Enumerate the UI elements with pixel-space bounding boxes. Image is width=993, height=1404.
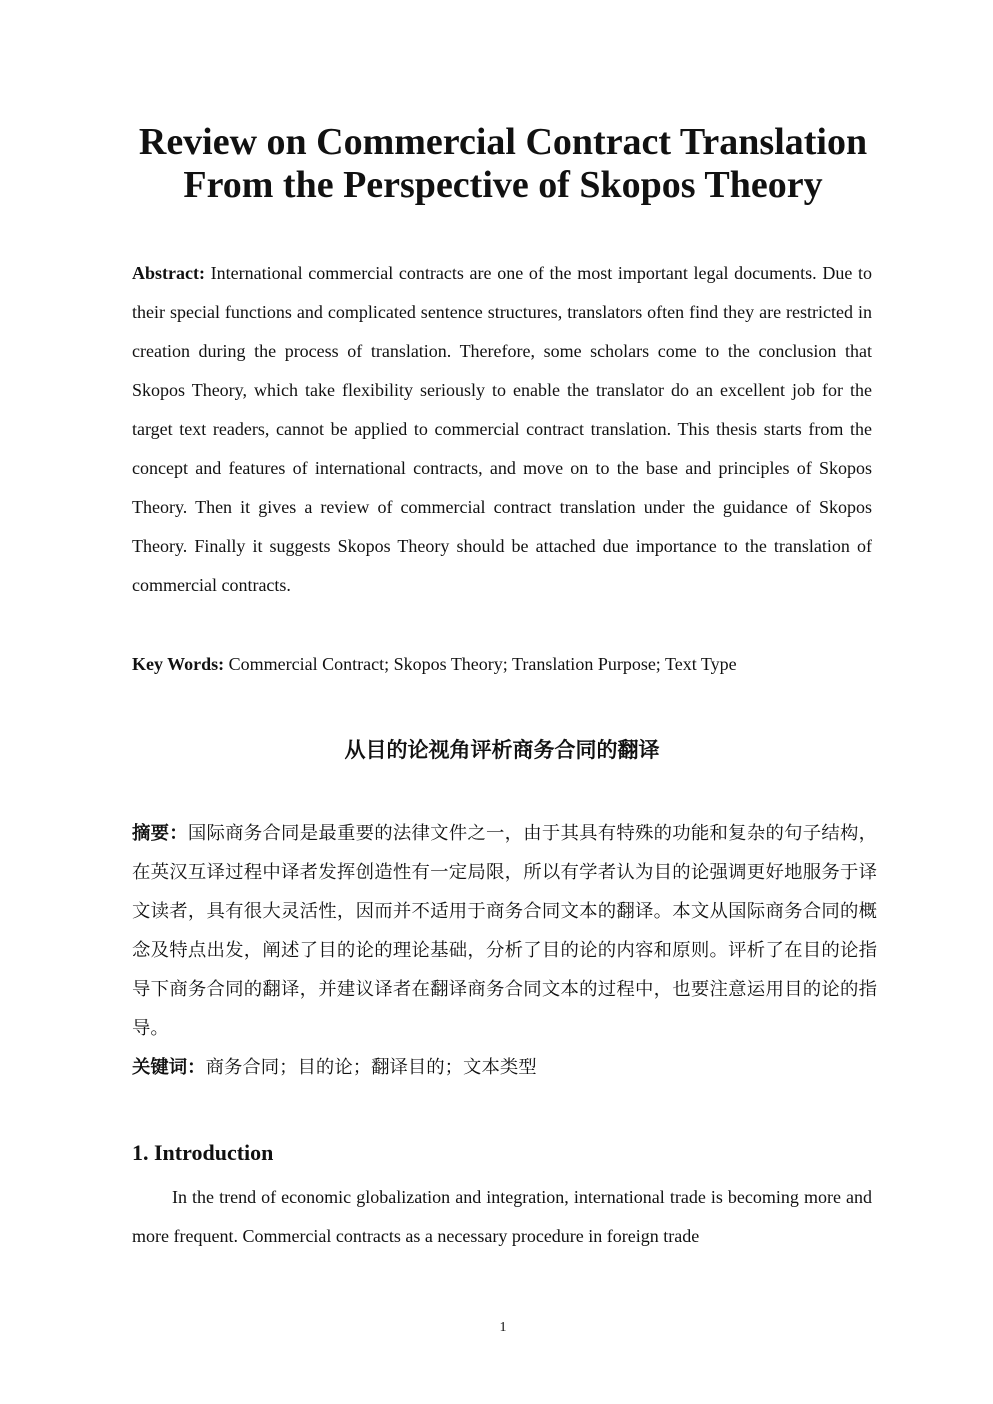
introduction-paragraph: In the trend of economic globalization and integration, international trade is becoming more and more frequent. Commercial contracts as a necessary procedure in foreign trade xyxy=(132,1187,872,1246)
chinese-keywords xyxy=(132,1048,877,1087)
chinese-abstract xyxy=(132,814,877,1048)
paper-title-line-1: Review on Commercial Contract Translation xyxy=(138,121,868,163)
english-keywords-label: Key Words: xyxy=(132,654,225,674)
chinese-keywords-text: 商务合同；目的论；翻译目的；文本类型 xyxy=(205,1057,537,1078)
chinese-title: 从目的论视角评析商务合同的翻译 xyxy=(344,738,660,762)
english-abstract-text: International commercial contracts are one of the most important legal documents. Due to their special functions and complicated sentence structures, translators often find they are restricted in creation during the process of translation. Therefore, some scholars come to the conclusion that Skopos Theory, which take flexibility seriously to enable the translator do an excellent job for the target text readers, cannot be applied to commercial contract translation. This thesis starts from the concept and features of international contracts, and move on to the base and principles of Skopos Theory. Then it gives a review of commercial contract translation under the guidance of Skopos Theory. Finally it suggests Skopos Theory should be attached due importance to the translation of commercial contracts. xyxy=(132,263,872,595)
chinese-keywords-label: 关键词： xyxy=(132,1057,206,1078)
english-abstract-label: Abstract: xyxy=(132,263,205,283)
english-keywords-text: Commercial Contract; Skopos Theory; Translation Purpose; Text Type xyxy=(224,654,737,674)
chinese-abstract-label: 摘要： xyxy=(132,823,188,844)
paper-title-line-2: From the Perspective of Skopos Theory xyxy=(183,164,823,206)
chinese-abstract-text: 国际商务合同是最重要的法律文件之一，由于其具有特殊的功能和复杂的句子结构，在英汉互译过程中译者发挥创造性有一定局限，所以有学者认为目的论强调更好地服务于译文读者，具有很大灵活性，因而并不适用于商务合同文本的翻译。本文从国际商务合同的概念及特点出发，阐述了目的论的理论基础，分析了目的论的内容和原则。评析了在目的论指导下商务合同的翻译，并建议译者在翻译商务合同文本的过程中，也要注意运用目的论的指导。 xyxy=(132,823,877,1039)
page-number: 1 xyxy=(499,1320,507,1335)
english-abstract xyxy=(132,254,872,605)
section-heading-introduction: 1. Introduction xyxy=(132,1140,274,1165)
english-keywords xyxy=(132,645,872,684)
